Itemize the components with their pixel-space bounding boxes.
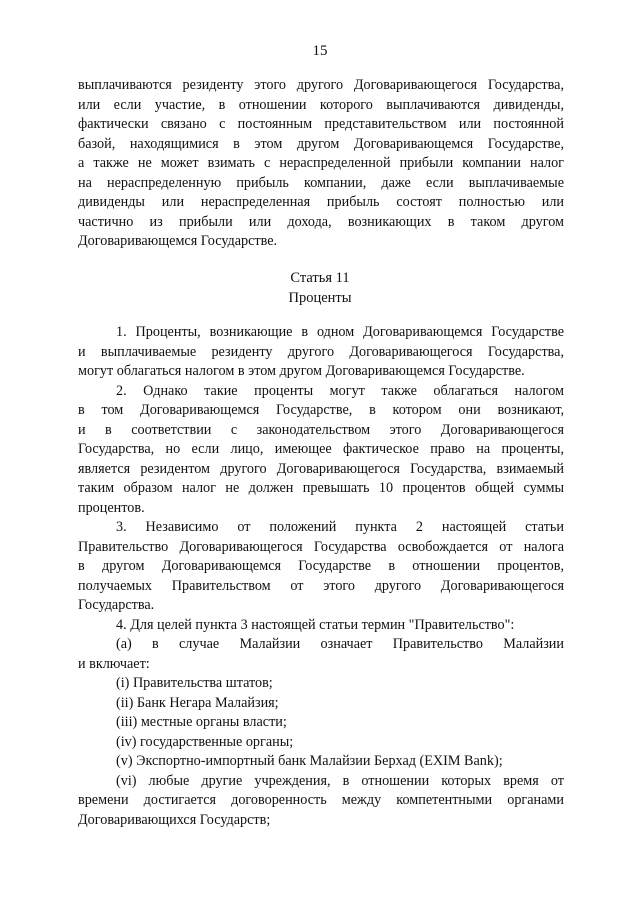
paragraph-1 [78,323,564,382]
text-line: выплачиваются резиденту этого другого Договаривающегося Государства, [78,77,564,93]
text-line: процентов. [78,499,145,516]
text-line: Государства, но если лицо, имеющее фактическое право на проценты, [78,441,564,457]
text-line: и включает: [78,655,150,672]
text-line: в другом Договаривающемся Государстве в отношении процентов, [78,558,564,574]
text-line: могут облагаться налогом в этом другом Договаривающемся Государстве. [78,363,525,379]
list-item: (i) Правительства штатов; [116,675,273,691]
sub-item-list [78,674,564,772]
text-line: и в соответствии с законодательством этого Договаривающегося [78,421,564,438]
text-line: получаемых Правительством от этого другого Договаривающегося [78,577,564,594]
text-line: 4. Для целей пункта 3 настоящей статьи термин "Правительство": [116,616,515,633]
text-line: фактически связано с постоянным представительством или постоянной [78,116,564,132]
list-item-vi [78,772,564,831]
paragraph-4a [78,635,564,674]
text-line: Правительство Договаривающегося Государства освобождается от налога [78,538,564,555]
text-line: 2. Однако такие проценты могут также облагаться налогом [116,382,564,399]
paragraph-3 [78,518,564,616]
intro-paragraph [78,76,564,252]
article-title: Проценты [288,290,352,306]
article-number: Статья 11 [290,270,350,286]
text-line: Договаривающемся Государстве. [78,233,278,249]
paragraph-2 [78,382,564,519]
text-line: времени достигается договоренность между компетентными органами [78,792,564,808]
text-line: таким образом налог не должен превышать 10 процентов общей суммы [78,480,564,496]
page-number: 15 [312,43,328,59]
text-line: (vi) любые другие учреждения, в отношении которых время от [116,772,564,789]
list-item: (iii) местные органы власти; [116,714,287,730]
text-line: Государства. [78,597,155,613]
text-line: дивиденды или нераспределенная прибыль состоят полностью или [78,194,564,210]
text-line: базой, находящимися в этом другом Договаривающемся Государстве, [78,135,564,152]
text-line: частично из прибыли или дохода, возникающих в таком другом [78,213,564,230]
text-line: 3. Независимо от положений пункта 2 настоящей статьи [116,519,564,535]
text-line: в том Договаривающемся Государстве, в котором они возникают, [78,402,564,418]
list-item: (ii) Банк Негара Малайзия; [116,694,279,711]
list-item: (iv) государственные органы; [116,733,294,750]
text-line: а также не может взимать с нераспределенной прибыли компании налог [78,155,564,171]
text-line: Договаривающихся Государств; [78,811,271,828]
text-line: (a) в случае Малайзии означает Правительство Малайзии [116,636,564,652]
paragraph-4 [78,616,564,636]
text-line: на нераспределенную прибыль компании, даже если выплачиваемые [78,174,564,191]
text-line: или если участие, в отношении которого выплачиваются дивиденды, [78,96,564,113]
text-line: и выплачиваемые резиденту другого Договаривающегося Государства, [78,343,564,360]
text-line: является резидентом другого Договаривающегося Государства, взимаемый [78,460,564,477]
list-item: (v) Экспортно-импортный банк Малайзии Берхад (EXIM Bank); [116,753,503,769]
text-line: 1. Проценты, возникающие в одном Договаривающемся Государстве [116,324,564,340]
